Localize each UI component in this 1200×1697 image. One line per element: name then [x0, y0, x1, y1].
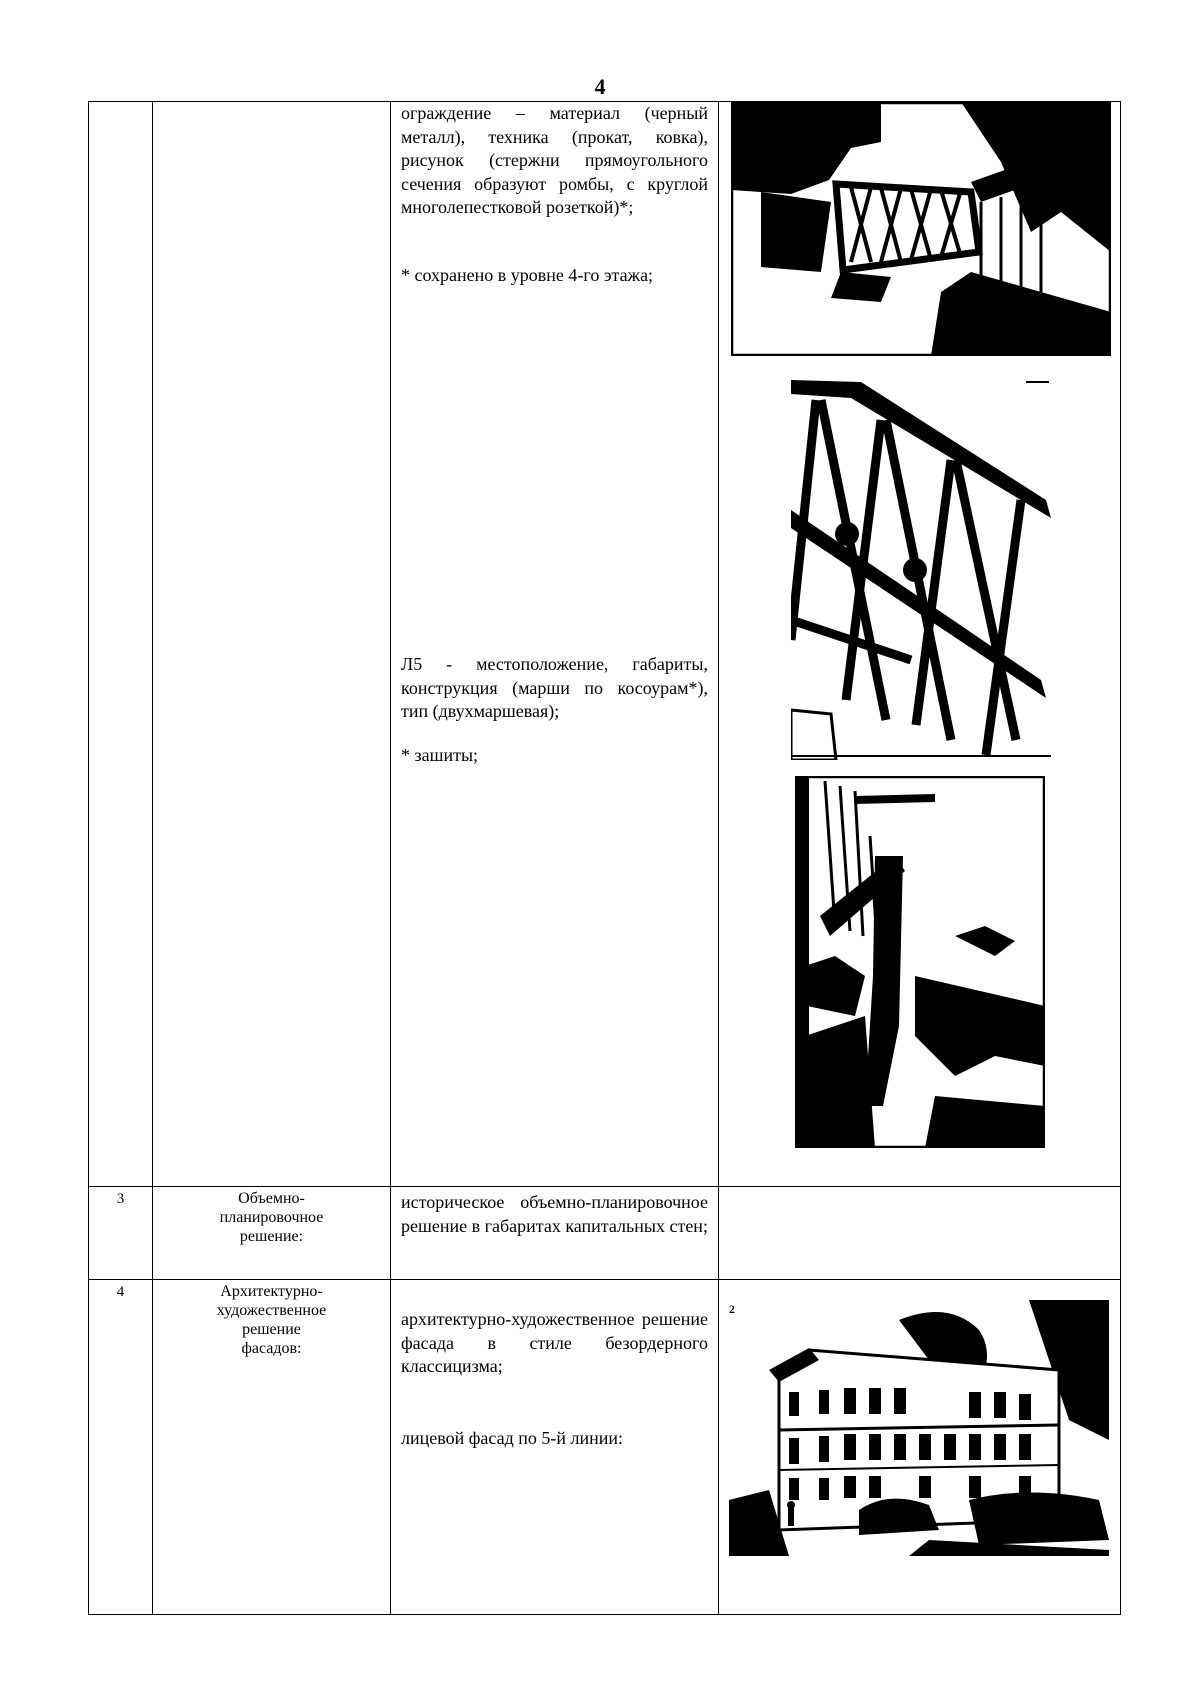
staircase-note: * зашиты; — [401, 744, 479, 765]
facade-style-description: архитектурно-художественное решение фасада в стиле безордерного классицизма; — [401, 1309, 708, 1376]
photo-marker-label: 2 — [729, 1302, 735, 1316]
row-number: 4 — [89, 1280, 153, 1615]
row-element-name — [153, 102, 391, 1187]
table-row — [89, 102, 1121, 1187]
table-row — [89, 1187, 1121, 1280]
railing-note: * сохранено в уровне 4-го этажа; — [401, 264, 654, 285]
staircase-l5-description: Л5 - местоположение, габариты, конструкция (марши по косоурам*), тип (двухмаршевая); — [401, 654, 708, 721]
stair-railing-photo — [731, 102, 1111, 356]
photo-cell — [719, 1187, 1121, 1280]
row-number: 3 — [89, 1187, 153, 1280]
heritage-table — [88, 101, 1121, 1615]
table-row — [89, 1280, 1121, 1615]
row-description — [391, 102, 719, 1187]
stair-flight-photo — [795, 776, 1045, 1148]
photo-cell — [719, 1280, 1121, 1615]
facade-line-note: лицевой фасад по 5-й линии: — [401, 1427, 624, 1448]
row-element-name: Объемно- планировочное решение: — [153, 1187, 391, 1280]
volume-planning-description: историческое объемно-планировочное решение в габаритах капитальных стен; — [401, 1192, 708, 1236]
railing-description: ограждение – материал (черный металл), техника (прокат, ковка), рисунок (стержни прямоугольного сечения образуют ромбы, с круглой многолепестковой розеткой)*; — [401, 103, 708, 217]
row-description — [391, 1187, 719, 1280]
row-element-name: Архитектурно- художественное решение фасадов: — [153, 1280, 391, 1615]
building-facade-photo — [729, 1300, 1109, 1556]
row-number — [89, 102, 153, 1187]
row-description — [391, 1280, 719, 1615]
page-number: 4 — [594, 74, 606, 99]
railing-detail-photo — [791, 380, 1051, 760]
photo-cell — [719, 102, 1121, 1187]
